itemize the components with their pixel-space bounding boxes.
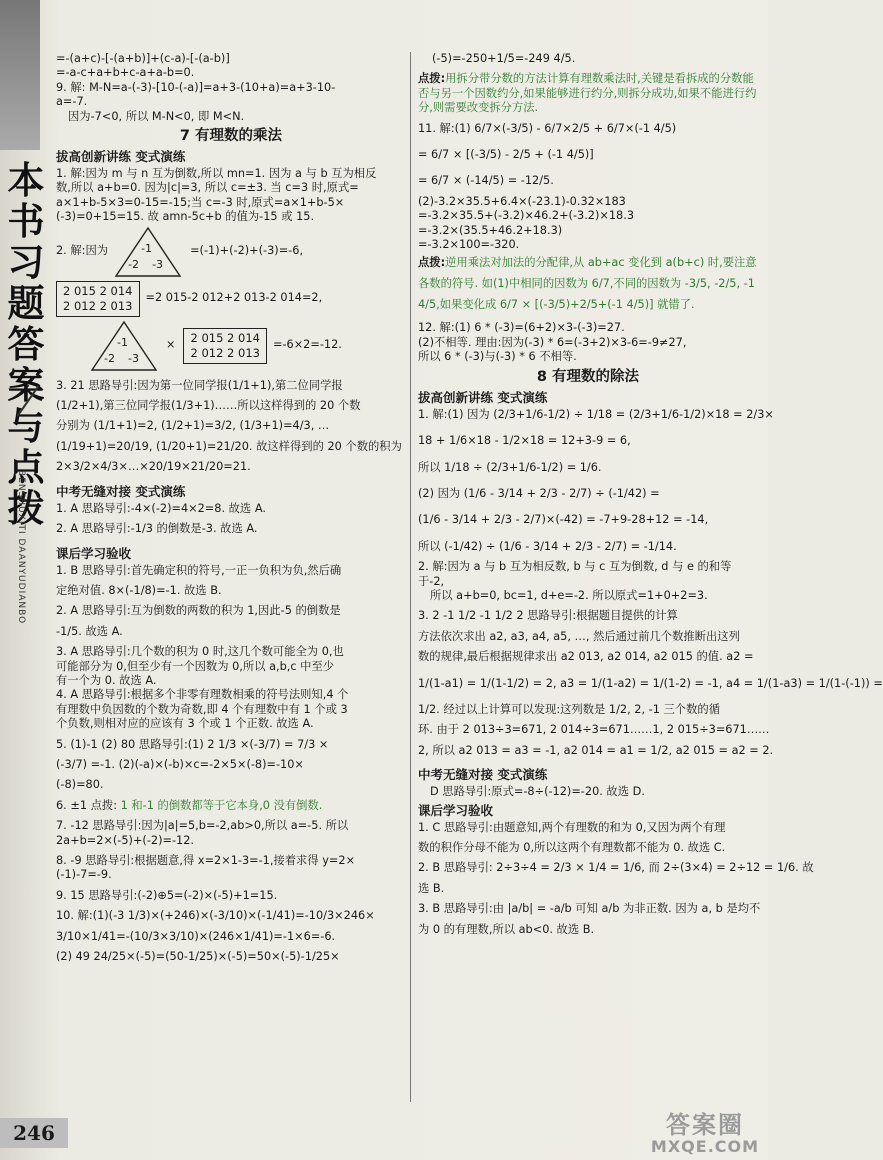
watermark-url: MXQE.COM	[650, 1137, 760, 1156]
watermark-logo	[650, 1112, 760, 1158]
text-line: (-1)-7=-9.	[56, 868, 112, 882]
text-line: 于-2,	[418, 574, 445, 588]
text-line: (1/2+1),第三位同学报(1/3+1)……所以这样得到的 20 个数	[56, 399, 361, 413]
right-column	[418, 52, 883, 937]
text-line: 10. 解:(1)(-3 1/3)×(+246)×(-3/10)×(-1/41)=-10/3×246×	[56, 909, 375, 923]
text-line: 3. A 思路导引:几个数的积为 0 时,这几个数可能全为 0,也	[56, 645, 344, 659]
spine	[0, 0, 52, 1160]
text-line: 2, 所以 a2 013 = a3 = -1, a2 014 = a1 = 1/2, a2 015 = a2 = 2.	[418, 743, 774, 757]
q2-result-2: =2 015-2 012+2 013-2 014=2,	[145, 291, 323, 305]
text-line: 方法依次求出 a2, a3, a4, a5, …, 然后通过前几个数推断出这列	[418, 629, 740, 643]
text-line: 1/(1-a1) = 1/(1-1/2) = 2, a3 = 1/(1-a2) = 1/(1-2) = -1, a4 = 1/(1-a3) = 1/(1-(-1)) =	[418, 676, 883, 690]
text-line: (2)不相等. 理由:因为(-3) * 6=(-3+2)×3-6=-9≠27,	[418, 335, 687, 349]
hint-text: 用拆分带分数的方法计算有理数乘法时,关键是看拆成的分数能否与另一个因数约分,如果能够进行约分,则拆分成功,如果不能进行约分,则需要改变拆分方法.	[418, 72, 757, 115]
text-line: 12. 解:(1) 6 * (-3)=(6+2)×3-(-3)=27.	[418, 321, 625, 335]
q2-result-3: =-6×2=-12.	[272, 338, 342, 352]
section-heading: 中考无缝对接 变式演练	[418, 767, 548, 783]
text-line: 所以 a+b=0, bc=1, d+e=-2. 所以原式=1+0+2=3.	[430, 588, 708, 602]
section-heading: 拔高创新讲练 变式演练	[418, 389, 548, 405]
text-line: D 思路导引:原式=-8÷(-12)=-20. 故选 D.	[430, 785, 645, 799]
box-row-2: 2 012 2 013	[190, 345, 260, 360]
hint-text: 逆用乘法对加法的分配律,从 ab+ac 变化到 a(b+c) 时,要注意各数的符号. 如(1)中相同的因数为 6/7,不同的因数为 -3/5, -2/5, -1 4/5,如果变化成 6/7 × [(-3/5)+2/5+(-1 4/5)] 就错了.	[418, 256, 757, 312]
text-line: 11. 解:(1) 6/7×(-3/5) - 6/7×2/5 + 6/7×(-1 4/5)	[418, 121, 677, 135]
text-line: 9. 解: M-N=a-(-3)-[10-(-a)]=a+3-(10+a)=a+3-10-	[56, 80, 336, 94]
text-line: =-3.2×35.5+(-3.2)×46.2+(-3.2)×18.3	[418, 209, 635, 223]
text-line: =-3.2×(35.5+46.2+18.3)	[418, 223, 563, 237]
hint-block	[418, 72, 758, 115]
text-line: 有一个为 0. 故选 A.	[56, 673, 157, 687]
text-line: 有理数中负因数的个数为奇数,即 4 个有理数中有 1 个或 3	[56, 702, 348, 716]
text-line: = 6/7 × [(-3/5) - 2/5 + (-1 4/5)]	[418, 148, 594, 162]
text-line: (2)-3.2×35.5+6.4×(-23.1)-0.32×183	[418, 194, 626, 208]
text-line: 4. A 思路导引:根据多个非零有理数相乘的符号法则知,4 个	[56, 688, 349, 702]
text-line: 可能部分为 0,但至少有一个因数为 0,所以 a,b,c 中至少	[56, 659, 335, 673]
section-heading: 课后学习验收	[56, 545, 132, 561]
text-line: 分别为 (1/1+1)=2, (1/2+1)=3/2, (1/3+1)=4/3, …	[56, 419, 330, 433]
spine-top-band	[0, 0, 40, 150]
hint-label: 点拨:	[418, 72, 446, 86]
q2-result-1: =(-1)+(-2)+(-3)=-6,	[190, 244, 304, 258]
text-line: 数,所以 a+b=0. 因为|c|=3, 所以 c=±3. 当 c=3 时,原式=	[56, 181, 359, 195]
q6-answer: 6. ±1 点拨:	[56, 798, 118, 812]
text-line: 所以 1/18 ÷ (2/3+1/6-1/2) = 1/6.	[418, 460, 602, 474]
text-line: 2a+b=2×(-5)+(-2)=-12.	[56, 833, 194, 847]
box-row-1: 2 015 2 014	[190, 330, 260, 345]
text-line: 1. B 思路导引:首先确定积的符号,一正一负积为负,然后确	[56, 563, 342, 577]
series-title: 本书习题答案与点拨	[7, 158, 45, 530]
text-line: (1/6 - 3/14 + 2/3 - 2/7)×(-42) = -7+9-28+12 = -14,	[418, 513, 709, 527]
series-pinyin: BENSHUXITI DAANYUDIANBO	[16, 470, 26, 625]
text-line: 1/2. 经过以上计算可以发现:这列数是 1/2, 2, -1 三个数的循	[418, 702, 720, 716]
text-line: 数的积作分母不能为 0,所以这两个有理数都不能为 0. 故选 C.	[418, 841, 726, 854]
page-number: 246	[0, 1118, 68, 1148]
text-line: 所以 (-1/42) ÷ (1/6 - 3/14 + 2/3 - 2/7) = -1/14.	[418, 539, 677, 553]
text-line: 2×3/2×4/3×…×20/19×21/20=21.	[56, 460, 251, 474]
watermark-text: 答案圈	[666, 1111, 744, 1139]
text-line: 9. 15 思路导引:(-2)⊕5=(-2)×(-5)+1=15.	[56, 888, 278, 902]
text-line: 1. 解:因为 m 与 n 互为倒数,所以 mn=1. 因为 a 与 b 互为相反	[56, 167, 377, 181]
text-line: 7. -12 思路导引:因为|a|=5,b=-2,ab>0,所以 a=-5. 所以	[56, 819, 349, 833]
q2-final-row	[56, 319, 406, 373]
section-heading: 中考无缝对接 变式演练	[56, 483, 186, 499]
text-line: 选 B.	[418, 881, 445, 895]
number-triangle	[90, 320, 158, 372]
text-line: 18 + 1/6×18 - 1/2×18 = 12+3-9 = 6,	[418, 434, 631, 448]
section-heading: 拔高创新讲练 变式演练	[56, 149, 186, 165]
left-column	[56, 52, 406, 964]
text-line: 8. -9 思路导引:根据题意,得 x=2×1-3=-1,接着求得 y=2×	[56, 854, 356, 867]
number-triangle	[114, 226, 182, 278]
text-line: =-a-c+a+b+c-a+a-b=0.	[56, 66, 195, 80]
text-line: (1/19+1)=20/19, (1/20+1)=21/20. 故这样得到的 20 个数的积为	[56, 439, 402, 453]
box-row-2: 2 012 2 013	[63, 298, 133, 313]
text-line: 所以 6 * (-3)与(-3) * 6 不相等.	[418, 350, 577, 364]
times-sign: ×	[166, 338, 176, 352]
text-line: (-3/7) =-1. (2)(-a)×(-b)×c=-2×5×(-8)=-10×	[56, 757, 304, 771]
text-line: 2. B 思路导引: 2÷3÷4 = 2/3 × 1/4 = 1/6, 而 2÷(3×4) = 2÷12 = 1/6. 故	[418, 861, 814, 875]
box-row-1: 2 015 2 014	[63, 283, 133, 298]
text-line: 为 0 的有理数,所以 ab<0. 故选 B.	[418, 922, 595, 936]
text-line: (2) 因为 (1/6 - 3/14 + 2/3 - 2/7) ÷ (-1/42) =	[418, 486, 660, 500]
text-line: 1. 解:(1) 因为 (2/3+1/6-1/2) ÷ 1/18 = (2/3+1/6-1/2)×18 = 2/3×	[418, 407, 774, 421]
text-line: 3. 2 -1 1/2 -1 1/2 2 思路导引:根据题目提供的计算	[418, 609, 678, 623]
text-line: 5. (1)-1 (2) 80 思路导引:(1) 2 1/3 ×(-3/7) = 7/3 ×	[56, 737, 329, 751]
text-line: a=-7.	[56, 95, 88, 109]
text-line: 个负数,则相对应的应该有 3 个或 1 个正数. 故选 A.	[56, 717, 314, 731]
triangle-top-value: -1	[117, 335, 128, 349]
text-line: 1. A 思路导引:-4×(-2)=4×2=8. 故选 A.	[56, 501, 266, 515]
text-line: 数的规律,最后根据规律求出 a2 013, a2 014, a2 015 的值. a2 =	[418, 650, 754, 664]
text-line: 3. 21 思路导引:因为第一位同学报(1/1+1),第二位同学报	[56, 378, 343, 392]
text-line: (-8)=80.	[56, 778, 104, 792]
text-line: 3. B 思路导引:由 |a/b| = -a/b 可知 a/b 为非正数. 因为 a, b 是均不	[418, 902, 761, 916]
text-line: = 6/7 × (-14/5) = -12/5.	[418, 174, 554, 188]
text-line: (2) 49 24/25×(-5)=(50-1/25)×(-5)=50×(-5)-1/25×	[56, 950, 340, 964]
number-box	[183, 328, 267, 364]
text-line: 2. 解:因为 a 与 b 互为相反数, b 与 c 互为倒数, d 与 e 的和等	[418, 560, 732, 574]
text-line: (-3)=0+15=15. 故 amn-5c+b 的值为-15 或 15.	[56, 210, 315, 224]
column-divider	[410, 52, 411, 1102]
text-line: 环. 由于 2 013÷3=671, 2 014÷3=671……1, 2 015÷3=671……	[418, 723, 770, 737]
triangle-right-value: -3	[152, 257, 164, 271]
text-line: 因为-7<0, 所以 M-N<0, 即 M<N.	[68, 109, 245, 123]
hint-block	[418, 252, 758, 315]
triangle-left-value: -2	[104, 351, 115, 365]
text-line: 定绝对值. 8×(-1/8)=-1. 故选 B.	[56, 583, 222, 597]
text-line: =-3.2×100=-320.	[418, 238, 520, 252]
q2-label: 2. 解:因为	[56, 244, 109, 258]
q2-triangle-row	[56, 225, 406, 279]
triangle-right-value: -3	[128, 351, 139, 365]
text-line: 1. C 思路导引:由题意知,两个有理数的和为 0,又因为两个有理	[418, 820, 726, 834]
text-line: 2. A 思路导引:-1/3 的倒数是-3. 故选 A.	[56, 522, 258, 536]
q6-line	[56, 799, 406, 813]
text-line: -1/5. 故选 A.	[56, 624, 123, 638]
text-line: a×1+b-5×3=0-15=-15;当 c=-3 时,原式=a×1+b-5×	[56, 195, 345, 209]
text-line: (-5)=-250+1/5=-249 4/5.	[432, 52, 576, 65]
text-line: 2. A 思路导引:互为倒数的两数的积为 1,因此-5 的倒数是	[56, 604, 341, 618]
hint-label: 点拨:	[418, 256, 446, 270]
q6-hint: 1 和-1 的倒数都等于它本身,0 没有倒数.	[120, 798, 323, 812]
q2-box-row	[56, 279, 406, 319]
number-box	[56, 281, 140, 317]
chapter-8-title: 8 有理数的除法	[536, 368, 640, 385]
section-heading: 课后学习验收	[418, 802, 494, 818]
triangle-top-value: -1	[141, 241, 153, 255]
chapter-7-title: 7 有理数的乘法	[179, 128, 283, 145]
triangle-left-value: -2	[128, 257, 140, 271]
text-line: 3/10×1/41=-(10/3×3/10)×(246×1/41)=-1×6=-6.	[56, 929, 336, 943]
text-line: =-(a+c)-[-(a+b)]+(c-a)-[-(a-b)]	[56, 52, 230, 65]
